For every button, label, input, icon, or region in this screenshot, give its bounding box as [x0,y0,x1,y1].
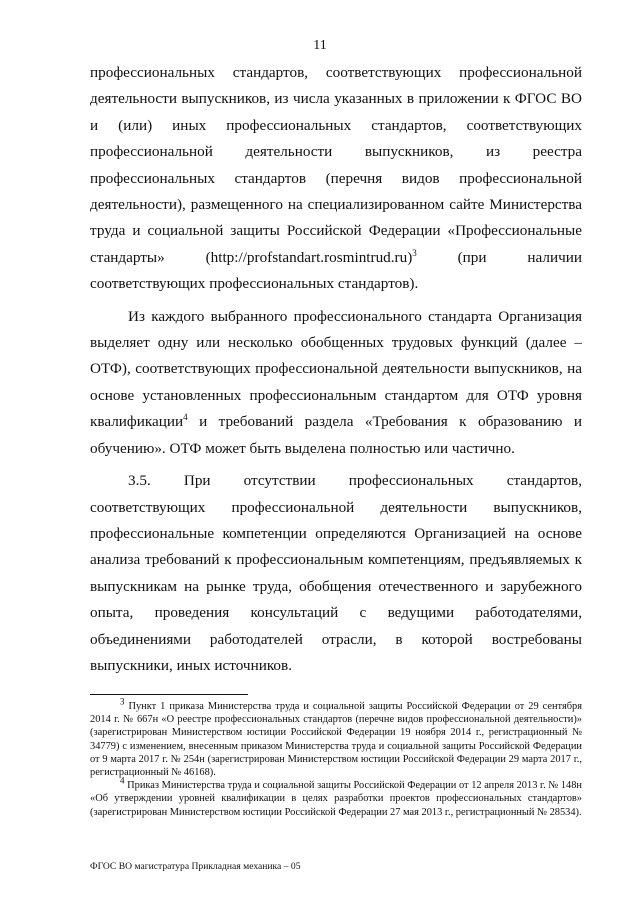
footnotes [90,696,582,819]
paragraph-otf: Из каждого выбранного профессионального стандарта Организация выделяет одну или несколько обобщенных трудовых функций (далее – ОТФ), соответствующих профессиональной деятельности выпускников, на основе установленных профессиональным стандартом для ОТФ уровня квалификации$^4$ и требований раздела «Требования к образованию и обучению». ОТФ может быть выделена полностью или частично. [90,307,582,457]
body-text [90,60,582,679]
footnote-3: $^3$ Пункт 1 приказа Министерства труда и социальной защиты Российской Федерации от 29 сентября 2014 г. № 667н «О реестре профессиональных стандартов (перечне видов профессиональной деятельности)» (зарегистрирован Министерством юстиции Российской Федерации 19 ноября 2014 г., регистрационный № 34779) с изменением, внесенным приказом Министерства труда и социальной защиты Российской Федерации от 9 марта 2017 г. № 254н (зарегистрирован Министерством юстиции Российской Федерации 29 марта 2017 г., регистрационный № 46168). [90,696,582,779]
footnote-mark-3: 3 [120,696,125,707]
paragraph-3-5: 3.5. При отсутствии профессиональных стандартов, соответствующих профессиональной деятельности выпускников, профессиональные компетенции определяются Организацией на основе анализа требований к профессиональным компетенциям, предъявляемых к выпускникам на рынке труда, обобщения отечественного и зарубежного опыта, проведения консультаций с ведущими работодателями, объединениями работодателей отрасли, в которой востребованы выпускники, иных источников. [90,472,582,674]
footnote-ref-3[interactable]: 3 [412,247,417,258]
paragraph-standards-selection: профессиональных стандартов, соответствующих профессиональной деятельности выпускников, из числа указанных в приложении к ФГОС ВО и (или) иных профессиональных стандартов, соответствующих профессиональной деятельности выпускников, из реестра профессиональных стандартов (перечня видов профессиональной деятельности), размещенного на специализированном сайте Министерства труда и социальной защиты Российской Федерации «Профессиональные стандарты» (http://profstandart.rosmintrud.ru)$^3$ (при наличии соответствующих профессиональных стандартов). [90,64,582,293]
page-number: 11 [313,38,327,53]
footnote-divider [90,694,248,695]
footnote-mark-4: 4 [120,775,125,786]
footnote-ref-4[interactable]: 4 [183,412,188,423]
page-footer: ФГОС ВО магистратура Прикладная механика – 05 [90,861,301,872]
footnote-4: $^4$ Приказ Министерства труда и социальной защиты Российской Федерации от 12 апреля 2013 г. № 148н «Об утверждении уровней квалификации в целях разработки проектов профессиональных стандартов» (зарегистрирован Министерством юстиции Российской Федерации 27 мая 2013 г., регистрационный № 28534). [90,775,582,818]
